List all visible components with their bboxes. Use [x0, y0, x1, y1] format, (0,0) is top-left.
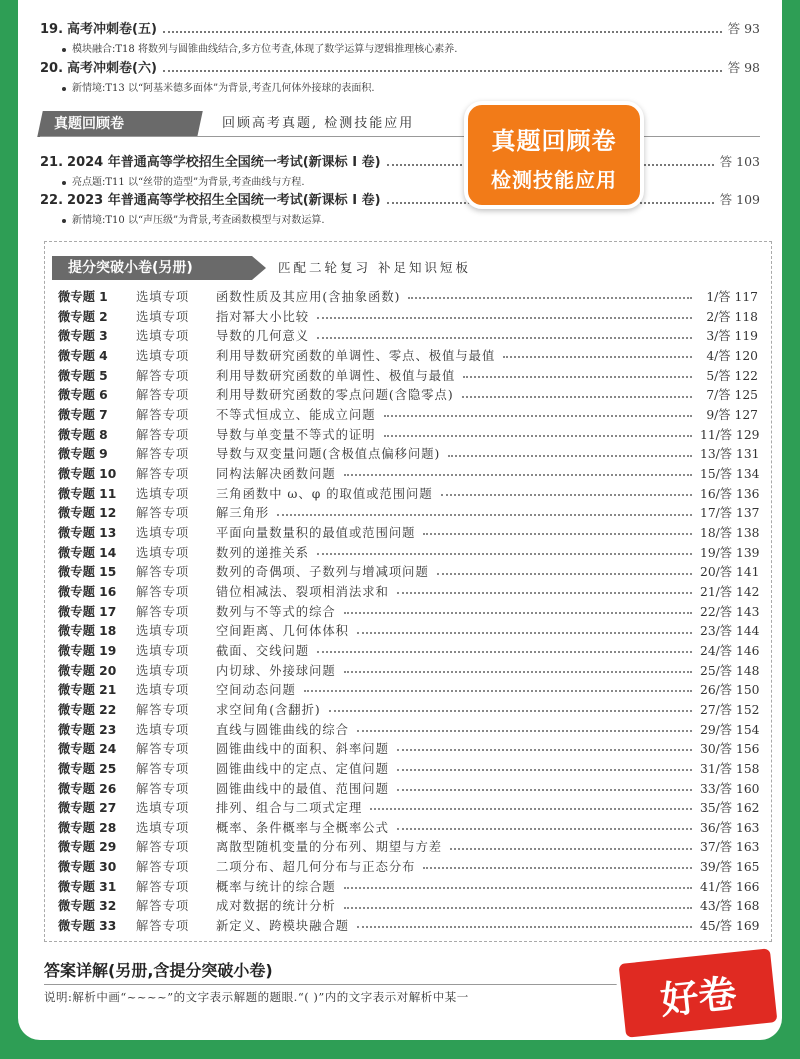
topic-id: 微专题 24 [58, 742, 117, 757]
promo-line-1: 真题回顾卷 [491, 127, 617, 155]
note-tag: 新情境: [72, 83, 106, 94]
topic-type: 选填专项 [136, 820, 190, 835]
topic-page: 5/答 122 [706, 368, 758, 383]
topic-page: 9/答 127 [706, 407, 758, 422]
topic-title: 导数的几何意义 [216, 329, 310, 344]
leader-dots [344, 906, 692, 909]
leader-dots [448, 454, 692, 457]
topic-page: 20/答 141 [700, 565, 760, 580]
leader-dots [163, 30, 722, 33]
topic-id: 微专题 2 [58, 309, 108, 324]
topic-id: 微专题 4 [58, 348, 108, 363]
topic-type: 解答专项 [136, 860, 190, 875]
topic-title: 新定义、跨模块融合题 [216, 919, 349, 934]
topic-title: 二项分布、超几何分布与正态分布 [216, 860, 416, 875]
leader-dots [503, 355, 692, 358]
section-subtitle: 匹配二轮复习 补足知识短板 [278, 260, 471, 275]
topic-type: 解答专项 [136, 368, 190, 383]
leader-dots [277, 513, 692, 516]
entry-number: 19. [40, 22, 64, 37]
leader-dots [462, 395, 692, 398]
topic-page: 26/答 150 [700, 683, 760, 698]
leader-dots [437, 572, 692, 575]
topic-row[interactable] [58, 858, 758, 878]
topic-row[interactable] [58, 465, 758, 485]
entry-note [62, 214, 325, 228]
answers-explanation: 说明:解析中画“~~~~”的文字表示解题的题眼.“( )”内的文字表示对解析中某一 [44, 990, 469, 1004]
entry-page: 答 98 [727, 60, 760, 75]
topic-id: 微专题 26 [58, 781, 117, 796]
topic-title: 圆锥曲线中的最值、范围问题 [216, 781, 389, 796]
topic-title: 成对数据的统计分析 [216, 899, 336, 914]
topic-type: 解答专项 [136, 407, 190, 422]
topic-id: 微专题 32 [58, 899, 117, 914]
topic-title: 解三角形 [216, 506, 270, 521]
topic-row[interactable] [58, 524, 758, 544]
topic-type: 解答专项 [136, 506, 190, 521]
entry-title: 2024 年普通高等学校招生全国统一考试(新课标 I 卷) [67, 155, 381, 170]
topic-page: 21/答 142 [700, 584, 760, 599]
topic-page: 11/答 129 [700, 427, 760, 442]
topic-row[interactable] [58, 740, 758, 760]
topic-row[interactable] [58, 917, 758, 937]
leader-dots [317, 336, 692, 339]
topic-page: 36/答 163 [700, 820, 760, 835]
entry-note [62, 82, 375, 96]
section-subtitle: 回顾高考真题, 检测技能应用 [222, 116, 415, 131]
topic-row[interactable] [58, 780, 758, 800]
topic-type: 解答专项 [136, 742, 190, 757]
topic-id: 微专题 20 [58, 663, 117, 678]
topic-row[interactable] [58, 288, 758, 308]
topic-title: 截面、交线问题 [216, 643, 310, 658]
topic-row[interactable] [58, 485, 758, 505]
entry-page: 答 109 [719, 192, 760, 207]
topic-page: 15/答 134 [700, 466, 760, 481]
topic-page: 30/答 156 [700, 742, 760, 757]
topic-row[interactable] [58, 878, 758, 898]
topic-id: 微专题 9 [58, 447, 108, 462]
topic-type: 解答专项 [136, 584, 190, 599]
entry-title: 高考冲刺卷(五) [67, 22, 157, 37]
topic-type: 选填专项 [136, 486, 190, 501]
promo-line-2: 检测技能应用 [491, 168, 617, 192]
leader-dots [397, 591, 692, 594]
topic-id: 微专题 1 [58, 290, 108, 304]
topic-id: 微专题 15 [58, 565, 117, 580]
topic-page: 13/答 131 [700, 447, 760, 462]
topic-page: 33/答 160 [700, 781, 760, 796]
section-label: 提分突破小卷(另册) [52, 256, 252, 280]
topic-row[interactable] [58, 799, 758, 819]
topic-row[interactable] [58, 681, 758, 701]
topic-title: 导数与单变量不等式的证明 [216, 427, 376, 442]
topic-title: 同构法解决函数问题 [216, 466, 336, 481]
topic-type: 选填专项 [136, 329, 190, 344]
leader-dots [344, 670, 692, 673]
topic-id: 微专题 18 [58, 624, 117, 639]
topic-row[interactable] [58, 386, 758, 406]
note-tag: 模块融合: [72, 44, 116, 55]
topic-title: 不等式恒成立、能成立问题 [216, 407, 376, 422]
topic-row[interactable] [58, 642, 758, 662]
leader-dots [450, 847, 692, 850]
topic-row[interactable] [58, 603, 758, 623]
topic-type: 选填专项 [136, 624, 190, 639]
topic-row[interactable] [58, 308, 758, 328]
leader-dots [317, 316, 692, 319]
topic-id: 微专题 33 [58, 919, 117, 934]
leader-dots [357, 729, 692, 732]
bullet-icon [62, 219, 66, 223]
topic-title: 内切球、外接球问题 [216, 663, 336, 678]
entry-number: 20. [40, 61, 64, 76]
topic-row[interactable] [58, 583, 758, 603]
topic-title: 数列的奇偶项、子数列与增减项问题 [216, 565, 429, 580]
leader-dots [317, 650, 692, 653]
note-text: T13 以“阿基米德多面体”为背景,考查几何体外接球的表面积. [105, 83, 375, 94]
topic-title: 三角函数中 ω、φ 的取值或范围问题 [216, 486, 433, 501]
entry-title: 2023 年普通高等学校招生全国统一考试(新课标 I 卷) [67, 193, 381, 208]
topic-title: 空间动态问题 [216, 683, 296, 698]
leader-dots [357, 925, 692, 928]
topic-row[interactable] [58, 721, 758, 741]
topic-page: 23/答 144 [700, 624, 760, 639]
topic-title: 数列的递推关系 [216, 545, 310, 560]
topic-type: 解答专项 [136, 781, 190, 796]
topic-id: 微专题 27 [58, 801, 117, 816]
entry-number: 22. [40, 193, 64, 208]
topic-row[interactable] [58, 701, 758, 721]
leader-dots [384, 434, 692, 437]
contents-entry-19[interactable] [40, 21, 760, 38]
topic-row[interactable] [58, 622, 758, 642]
topic-id: 微专题 13 [58, 525, 117, 540]
topic-type: 选填专项 [136, 801, 190, 816]
topic-type: 选填专项 [136, 348, 190, 363]
topic-id: 微专题 3 [58, 329, 108, 344]
topic-type: 解答专项 [136, 919, 190, 934]
entry-title: 高考冲刺卷(六) [67, 61, 157, 76]
topic-type: 解答专项 [136, 447, 190, 462]
topic-id: 微专题 22 [58, 702, 117, 717]
topic-id: 微专题 12 [58, 506, 117, 521]
entry-number: 21. [40, 155, 64, 170]
note-text: T11 以“丝带的造型”为背景,考查曲线与方程. [105, 177, 305, 188]
leader-dots [384, 414, 692, 417]
topic-row[interactable] [58, 819, 758, 839]
note-text: T10 以“声压级”为背景,考查函数模型与对数运算. [105, 215, 325, 226]
label-arrow-tail [252, 256, 266, 280]
topic-id: 微专题 17 [58, 604, 117, 619]
topic-type: 解答专项 [136, 604, 190, 619]
topic-type: 选填专项 [136, 290, 190, 304]
topic-id: 微专题 6 [58, 388, 108, 403]
answers-heading: 答案详解(另册,含提分突破小卷) [44, 961, 273, 980]
leader-dots [344, 611, 692, 614]
topic-type: 选填专项 [136, 309, 190, 324]
topic-id: 微专题 19 [58, 643, 117, 658]
section-banner-exam-review [40, 111, 760, 137]
topic-page: 27/答 152 [700, 702, 760, 717]
topic-page: 19/答 139 [700, 545, 760, 560]
topic-id: 微专题 29 [58, 840, 117, 855]
topic-title: 指对幂大小比较 [216, 309, 310, 324]
topic-page: 22/答 143 [700, 604, 760, 619]
topic-title: 利用导数研究函数的零点问题(含隐零点) [216, 388, 454, 403]
leader-dots [329, 709, 692, 712]
contents-entry-20[interactable] [40, 60, 760, 77]
topic-type: 解答专项 [136, 565, 190, 580]
topic-page: 43/答 168 [700, 899, 760, 914]
topic-row[interactable] [58, 504, 758, 524]
topic-id: 微专题 25 [58, 761, 117, 776]
topic-page: 7/答 125 [706, 388, 758, 403]
topic-page: 25/答 148 [700, 663, 760, 678]
topic-title: 利用导数研究函数的单调性、零点、极值与最值 [216, 348, 496, 363]
topic-row[interactable] [58, 406, 758, 426]
topic-page: 1/答 117 [706, 290, 758, 304]
leader-dots [163, 69, 722, 72]
leader-dots [397, 748, 692, 751]
topic-row[interactable] [58, 367, 758, 387]
leader-dots [370, 807, 692, 810]
leader-dots [423, 866, 692, 869]
topic-page: 2/答 118 [706, 309, 758, 324]
topic-page: 17/答 137 [700, 506, 760, 521]
leader-dots [463, 375, 692, 378]
topic-id: 微专题 10 [58, 466, 117, 481]
badge-text: 好卷 [658, 971, 739, 1023]
topic-title: 导数与双变量问题(含极值点偏移问题) [216, 447, 441, 462]
topic-title: 离散型随机变量的分布列、期望与方差 [216, 840, 443, 855]
topic-id: 微专题 7 [58, 407, 108, 422]
topic-type: 选填专项 [136, 663, 190, 678]
topic-type: 选填专项 [136, 545, 190, 560]
leader-dots [397, 768, 692, 771]
leader-dots [408, 296, 692, 299]
leader-dots [344, 886, 692, 889]
topic-type: 选填专项 [136, 525, 190, 540]
topic-page: 29/答 154 [700, 722, 760, 737]
topic-title: 空间距离、几何体体积 [216, 624, 349, 639]
topic-page: 16/答 136 [700, 486, 760, 501]
topic-title: 直线与圆锥曲线的综合 [216, 722, 349, 737]
leader-dots [397, 788, 692, 791]
topic-type: 解答专项 [136, 388, 190, 403]
topic-row[interactable] [58, 563, 758, 583]
topic-id: 微专题 30 [58, 860, 117, 875]
leader-dots [441, 493, 692, 496]
topic-page: 24/答 146 [700, 643, 760, 658]
contents-entry-21[interactable] [40, 154, 760, 171]
topic-type: 解答专项 [136, 427, 190, 442]
entry-page: 答 103 [719, 154, 760, 169]
topic-row[interactable] [58, 838, 758, 858]
leader-dots [344, 473, 692, 476]
topic-page: 35/答 162 [700, 801, 760, 816]
section-rule [40, 136, 760, 137]
topic-title: 求空间角(含翻折) [216, 702, 321, 717]
topic-id: 微专题 14 [58, 545, 117, 560]
topic-id: 微专题 31 [58, 879, 117, 894]
topic-id: 微专题 23 [58, 722, 117, 737]
note-tag: 亮点题: [72, 177, 106, 188]
topic-title: 平面向量数量积的最值或范围问题 [216, 525, 416, 540]
contents-entry-22[interactable] [40, 192, 760, 209]
good-paper-badge [619, 948, 778, 1037]
entry-page: 答 93 [727, 21, 760, 36]
topic-row[interactable] [58, 544, 758, 564]
leader-dots [317, 552, 692, 555]
topic-id: 微专题 5 [58, 368, 108, 383]
topic-title: 圆锥曲线中的定点、定值问题 [216, 761, 389, 776]
topic-page: 4/答 120 [706, 348, 758, 363]
note-text: T18 将数列与圆锥曲线结合,多方位考查,体现了数学运算与逻辑推理核心素养. [115, 44, 458, 55]
topic-title: 函数性质及其应用(含抽象函数) [216, 290, 401, 304]
section-label: 真题回顾卷 [37, 111, 203, 137]
topic-title: 概率与统计的综合题 [216, 879, 336, 894]
topic-page: 31/答 158 [700, 761, 760, 776]
topic-type: 选填专项 [136, 643, 190, 658]
topic-id: 微专题 16 [58, 584, 117, 599]
topic-row[interactable] [58, 897, 758, 917]
topic-type: 解答专项 [136, 879, 190, 894]
topic-type: 选填专项 [136, 683, 190, 698]
topic-type: 解答专项 [136, 761, 190, 776]
topic-type: 解答专项 [136, 466, 190, 481]
bullet-icon [62, 181, 66, 185]
promo-sticker [464, 101, 644, 209]
leader-dots [304, 689, 692, 692]
topic-type: 选填专项 [136, 722, 190, 737]
topic-type: 解答专项 [136, 702, 190, 717]
topic-type: 解答专项 [136, 840, 190, 855]
topic-row[interactable] [58, 327, 758, 347]
topic-title: 概率、条件概率与全概率公式 [216, 820, 389, 835]
topic-id: 微专题 28 [58, 820, 117, 835]
bullet-icon [62, 87, 66, 91]
note-tag: 新情境: [72, 215, 106, 226]
topic-id: 微专题 21 [58, 683, 117, 698]
topic-page: 45/答 169 [700, 919, 760, 934]
topic-id: 微专题 8 [58, 427, 108, 442]
entry-note [62, 176, 305, 190]
topic-title: 圆锥曲线中的面积、斜率问题 [216, 742, 389, 757]
topic-title: 数列与不等式的综合 [216, 604, 336, 619]
bullet-icon [62, 48, 66, 52]
topic-title: 错位相减法、裂项相消法求和 [216, 584, 389, 599]
topic-page: 3/答 119 [706, 329, 758, 344]
leader-dots [397, 827, 692, 830]
topic-title: 排列、组合与二项式定理 [216, 801, 363, 816]
topic-page: 39/答 165 [700, 860, 760, 875]
leader-dots [423, 532, 692, 535]
topic-row[interactable] [58, 426, 758, 446]
topic-page: 41/答 166 [700, 879, 760, 894]
contents-page [18, 0, 782, 1040]
topic-page: 18/答 138 [700, 525, 760, 540]
topic-row[interactable] [58, 760, 758, 780]
topic-row[interactable] [58, 445, 758, 465]
leader-dots [357, 631, 692, 634]
topic-page: 37/答 163 [700, 840, 760, 855]
topic-id: 微专题 11 [58, 486, 117, 501]
topic-title: 利用导数研究函数的单调性、极值与最值 [216, 368, 456, 383]
topic-type: 解答专项 [136, 899, 190, 914]
topic-row[interactable] [58, 662, 758, 682]
topic-row[interactable] [58, 347, 758, 367]
entry-note [62, 43, 457, 57]
